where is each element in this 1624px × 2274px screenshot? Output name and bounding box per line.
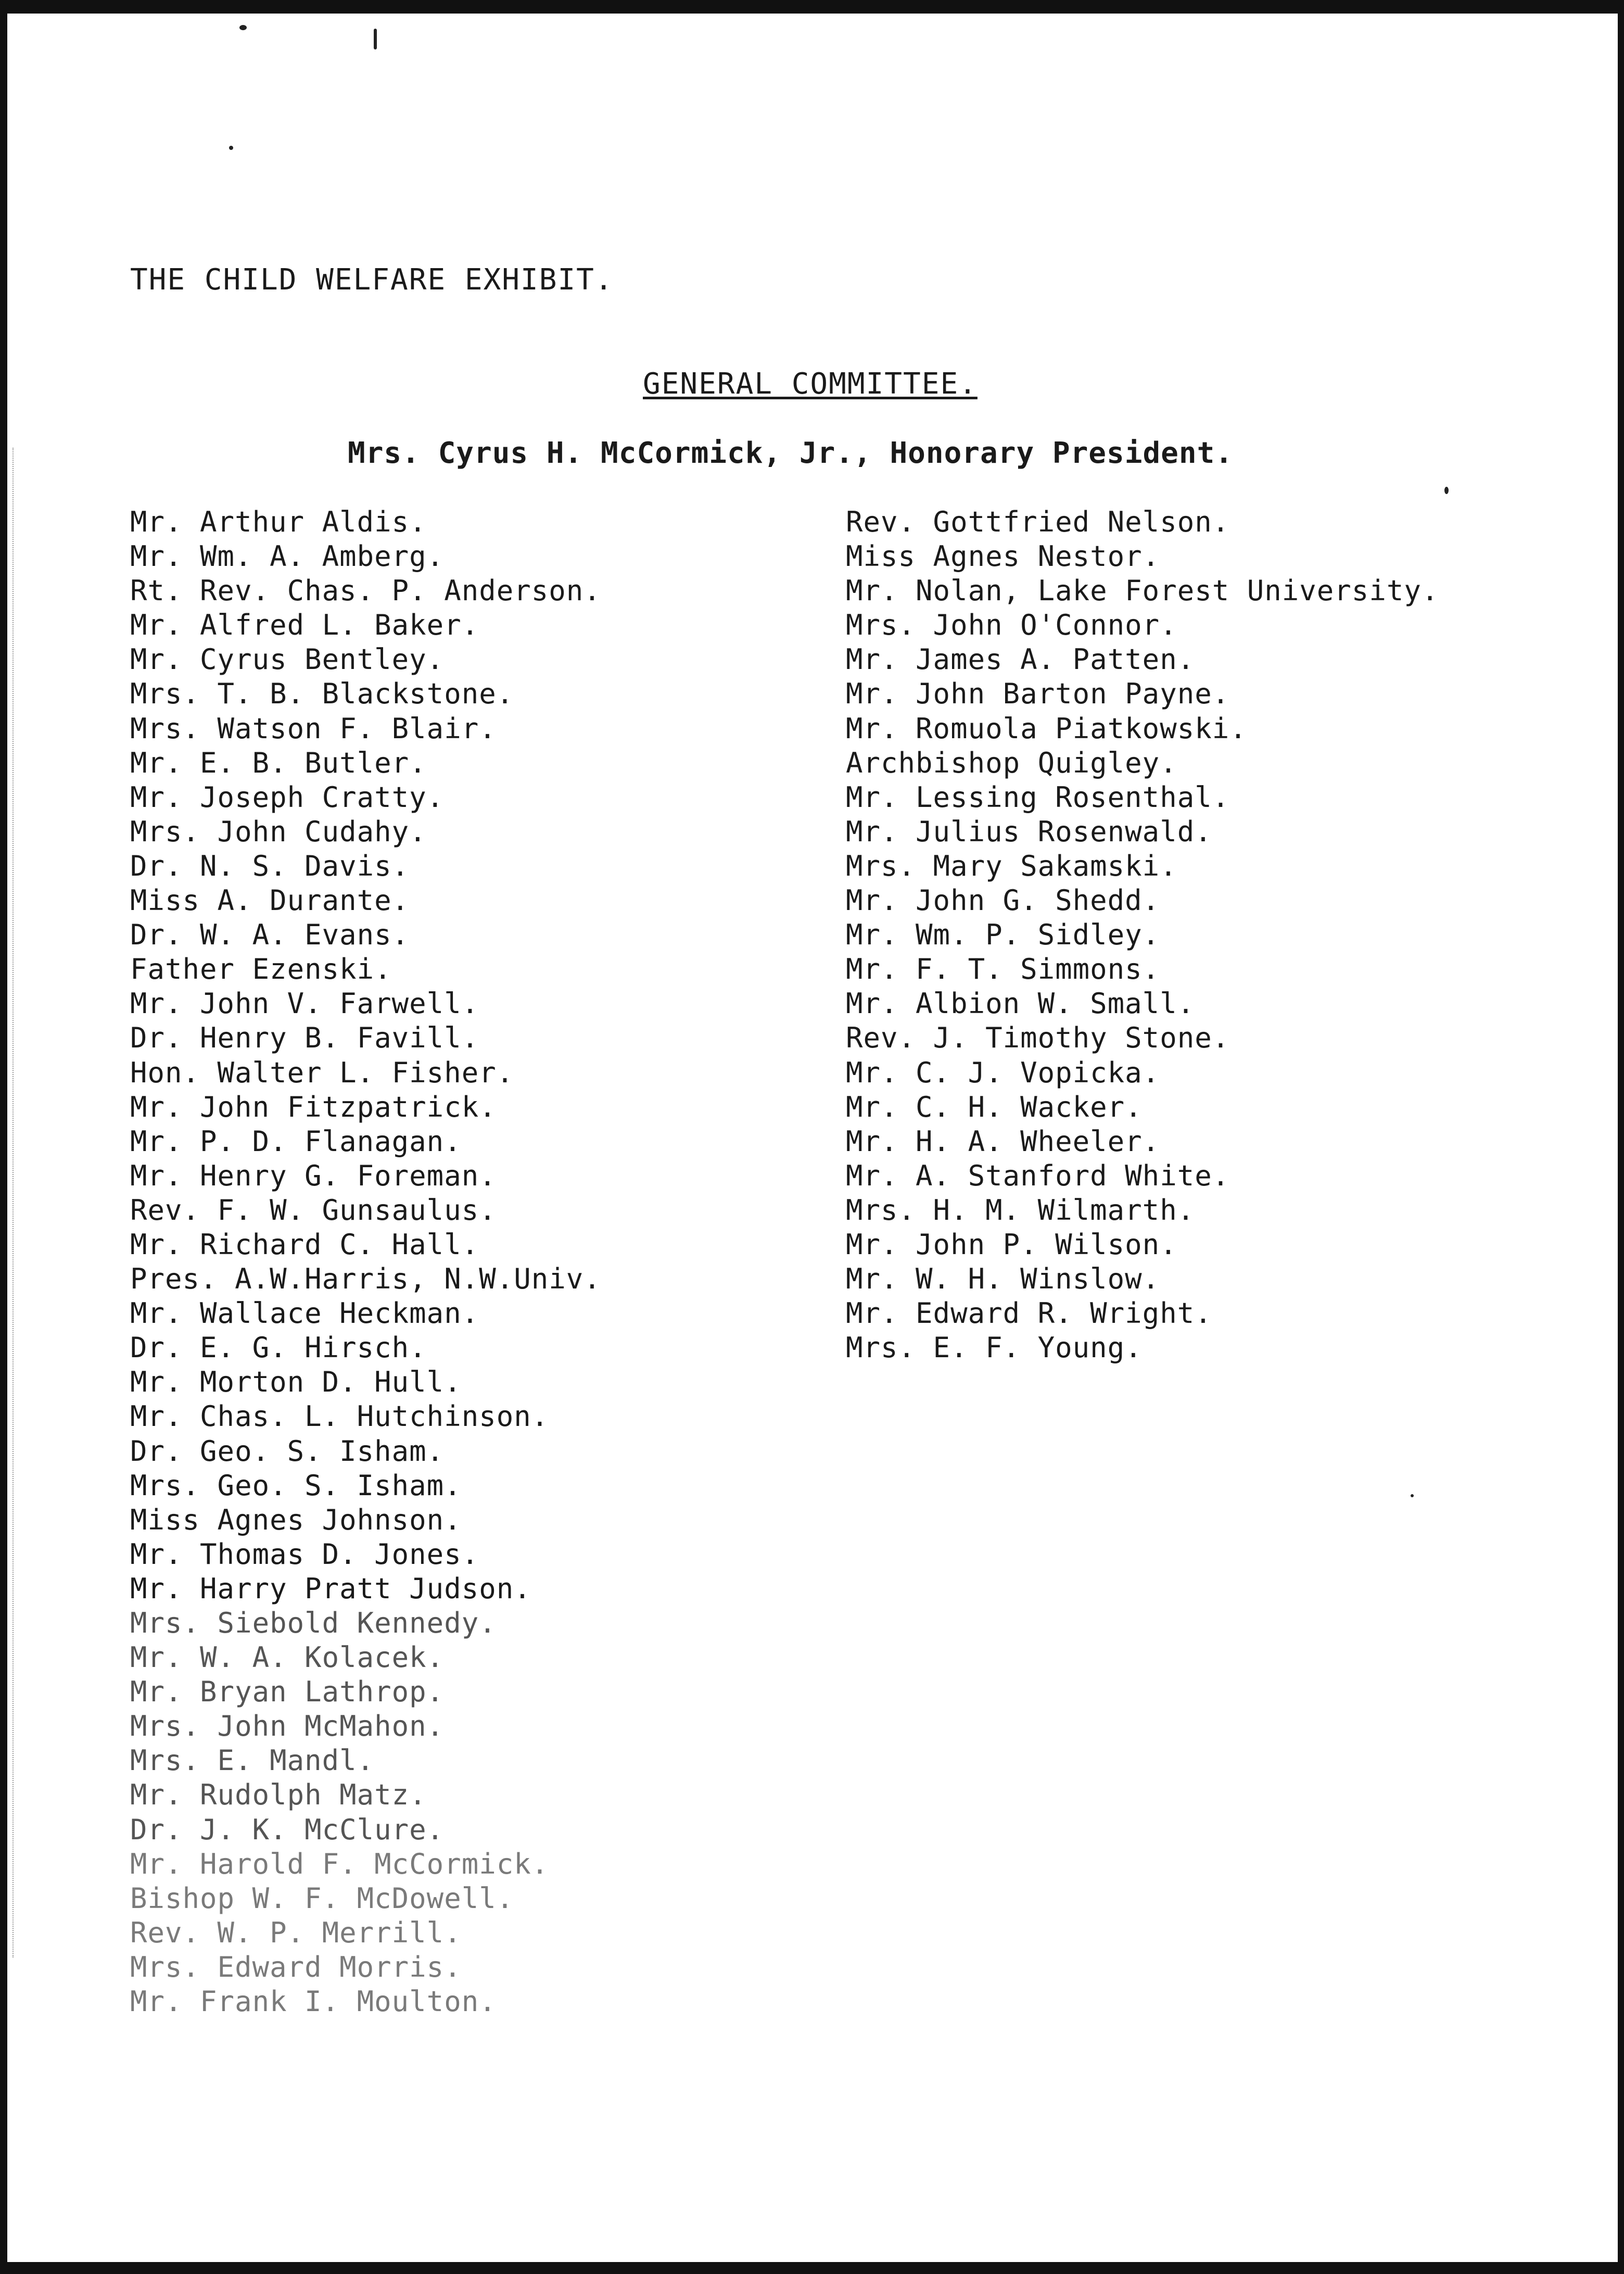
committee-member: Mrs. John McMahon. — [130, 1710, 445, 1743]
committee-member: Dr. E. G. Hirsch. — [130, 1331, 427, 1365]
committee-member: Mr. C. H. Wacker. — [846, 1090, 1143, 1123]
committee-member: Mr. C. J. Vopicka. — [846, 1056, 1160, 1089]
committee-member: Rev. F. W. Gunsaulus. — [130, 1193, 497, 1227]
ink-speck — [1411, 1494, 1414, 1497]
committee-member: Mr. John V. Farwell. — [130, 987, 479, 1020]
ink-speck — [374, 29, 377, 49]
committee-member: Mr. E. B. Butler. — [130, 746, 427, 779]
committee-member: Mr. Henry G. Foreman. — [130, 1159, 497, 1192]
committee-member: Dr. N. S. Davis. — [130, 849, 410, 882]
committee-member: Mr. Richard C. Hall. — [130, 1228, 479, 1261]
committee-member: Bishop W. F. McDowell. — [130, 1881, 514, 1915]
committee-member: Rev. J. Timothy Stone. — [846, 1021, 1230, 1055]
committee-member: Mr. Arthur Aldis. — [130, 506, 427, 538]
committee-member: Mrs. Watson F. Blair. — [130, 712, 497, 745]
committee-member: Mrs. Siebold Kennedy. — [130, 1607, 497, 1639]
committee-member: Mr. James A. Patten. — [846, 643, 1195, 676]
committee-member: Pres. A.W.Harris, N.W.Univ. — [130, 1262, 601, 1296]
scan-right-border — [1618, 0, 1624, 2274]
exhibit-title: THE CHILD WELFARE EXHIBIT. — [130, 263, 614, 297]
committee-member: Father Ezenski. — [130, 953, 392, 986]
committee-member: Mr. Wallace Heckman. — [130, 1297, 479, 1330]
committee-member: Mrs. H. M. Wilmarth. — [846, 1193, 1195, 1227]
committee-member: Mr. P. D. Flanagan. — [130, 1125, 462, 1158]
committee-member: Rev. Gottfried Nelson. — [846, 506, 1230, 538]
committee-member: Mr. John Barton Payne. — [846, 677, 1230, 711]
committee-member: Mr. Nolan, Lake Forest University. — [846, 574, 1439, 608]
committee-member: Mr. Frank I. Moulton. — [130, 1985, 497, 2018]
margin-punch-marks — [12, 448, 45, 1957]
committee-member: Miss A. Durante. — [130, 884, 410, 917]
committee-member: Mr. Albion W. Small. — [846, 987, 1195, 1020]
committee-member: Rt. Rev. Chas. P. Anderson. — [130, 574, 601, 608]
committee-member: Mr. Lessing Rosenthal. — [846, 780, 1230, 814]
committee-member: Mr. A. Stanford White. — [846, 1159, 1230, 1192]
ink-speck — [1444, 487, 1449, 494]
committee-member: Rev. W. P. Merrill. — [130, 1916, 462, 1949]
committee-member: Mrs. Geo. S. Isham. — [130, 1469, 462, 1502]
committee-heading: GENERAL COMMITTEE. — [643, 367, 978, 401]
committee-member: Miss Agnes Johnson. — [130, 1503, 462, 1536]
committee-member: Mrs. John O'Connor. — [846, 609, 1177, 642]
committee-member: Mr. Joseph Cratty. — [130, 780, 445, 814]
committee-member: Mr. Julius Rosenwald. — [846, 815, 1212, 848]
committee-member: Mr. Rudolph Matz. — [130, 1778, 427, 1812]
committee-member: Mr. W. A. Kolacek. — [130, 1641, 445, 1674]
committee-member: Mr. Edward R. Wright. — [846, 1297, 1212, 1330]
committee-member: Mrs. Edward Morris. — [130, 1950, 462, 1984]
committee-member: Mr. Harold F. McCormick. — [130, 1847, 549, 1880]
committee-member: Mrs. E. F. Young. — [846, 1331, 1143, 1365]
committee-member: Dr. Henry B. Favill. — [130, 1021, 479, 1055]
committee-member: Mrs. T. B. Blackstone. — [130, 677, 514, 711]
committee-member: Mr. Cyrus Bentley. — [130, 643, 445, 676]
committee-member: Mr. John P. Wilson. — [846, 1228, 1177, 1261]
scan-left-border — [0, 0, 7, 2274]
committee-member: Mr. H. A. Wheeler. — [846, 1125, 1160, 1158]
committee-list-right — [846, 505, 1439, 1365]
committee-member: Mr. F. T. Simmons. — [846, 953, 1160, 986]
committee-member: Mrs. E. Mandl. — [130, 1744, 375, 1777]
committee-member: Archbishop Quigley. — [846, 746, 1177, 779]
committee-member: Mr. Chas. L. Hutchinson. — [130, 1400, 549, 1433]
committee-member: Mr. Bryan Lathrop. — [130, 1675, 445, 1709]
committee-member: Mr. John Fitzpatrick. — [130, 1090, 497, 1123]
committee-member: Mr. Morton D. Hull. — [130, 1366, 462, 1399]
ink-speck — [239, 25, 247, 30]
committee-member: Mr. Romuola Piatkowski. — [846, 712, 1247, 745]
committee-member: Mr. Thomas D. Jones. — [130, 1537, 479, 1571]
committee-member: Mrs. Mary Sakamski. — [846, 849, 1177, 882]
committee-member: Mr. John G. Shedd. — [846, 884, 1160, 917]
committee-member: Mr. W. H. Winslow. — [846, 1262, 1160, 1296]
honorary-president-line: Mrs. Cyrus H. McCormick, Jr., Honorary President. — [348, 436, 1234, 470]
committee-member: Mr. Harry Pratt Judson. — [130, 1572, 531, 1605]
scan-bottom-border — [0, 2262, 1624, 2274]
committee-member: Mrs. John Cudahy. — [130, 815, 427, 848]
committee-member: Dr. Geo. S. Isham. — [130, 1434, 445, 1468]
committee-member: Mr. Wm. P. Sidley. — [846, 918, 1160, 952]
scan-top-border — [0, 0, 1624, 14]
ink-speck — [229, 146, 233, 150]
committee-member: Miss Agnes Nestor. — [846, 540, 1160, 573]
committee-member: Mr. Wm. A. Amberg. — [130, 540, 445, 573]
committee-member: Mr. Alfred L. Baker. — [130, 609, 479, 642]
committee-member: Dr. W. A. Evans. — [130, 918, 410, 952]
committee-member: Hon. Walter L. Fisher. — [130, 1056, 514, 1089]
committee-list-left — [130, 505, 601, 2019]
committee-member: Dr. J. K. McClure. — [130, 1813, 445, 1846]
